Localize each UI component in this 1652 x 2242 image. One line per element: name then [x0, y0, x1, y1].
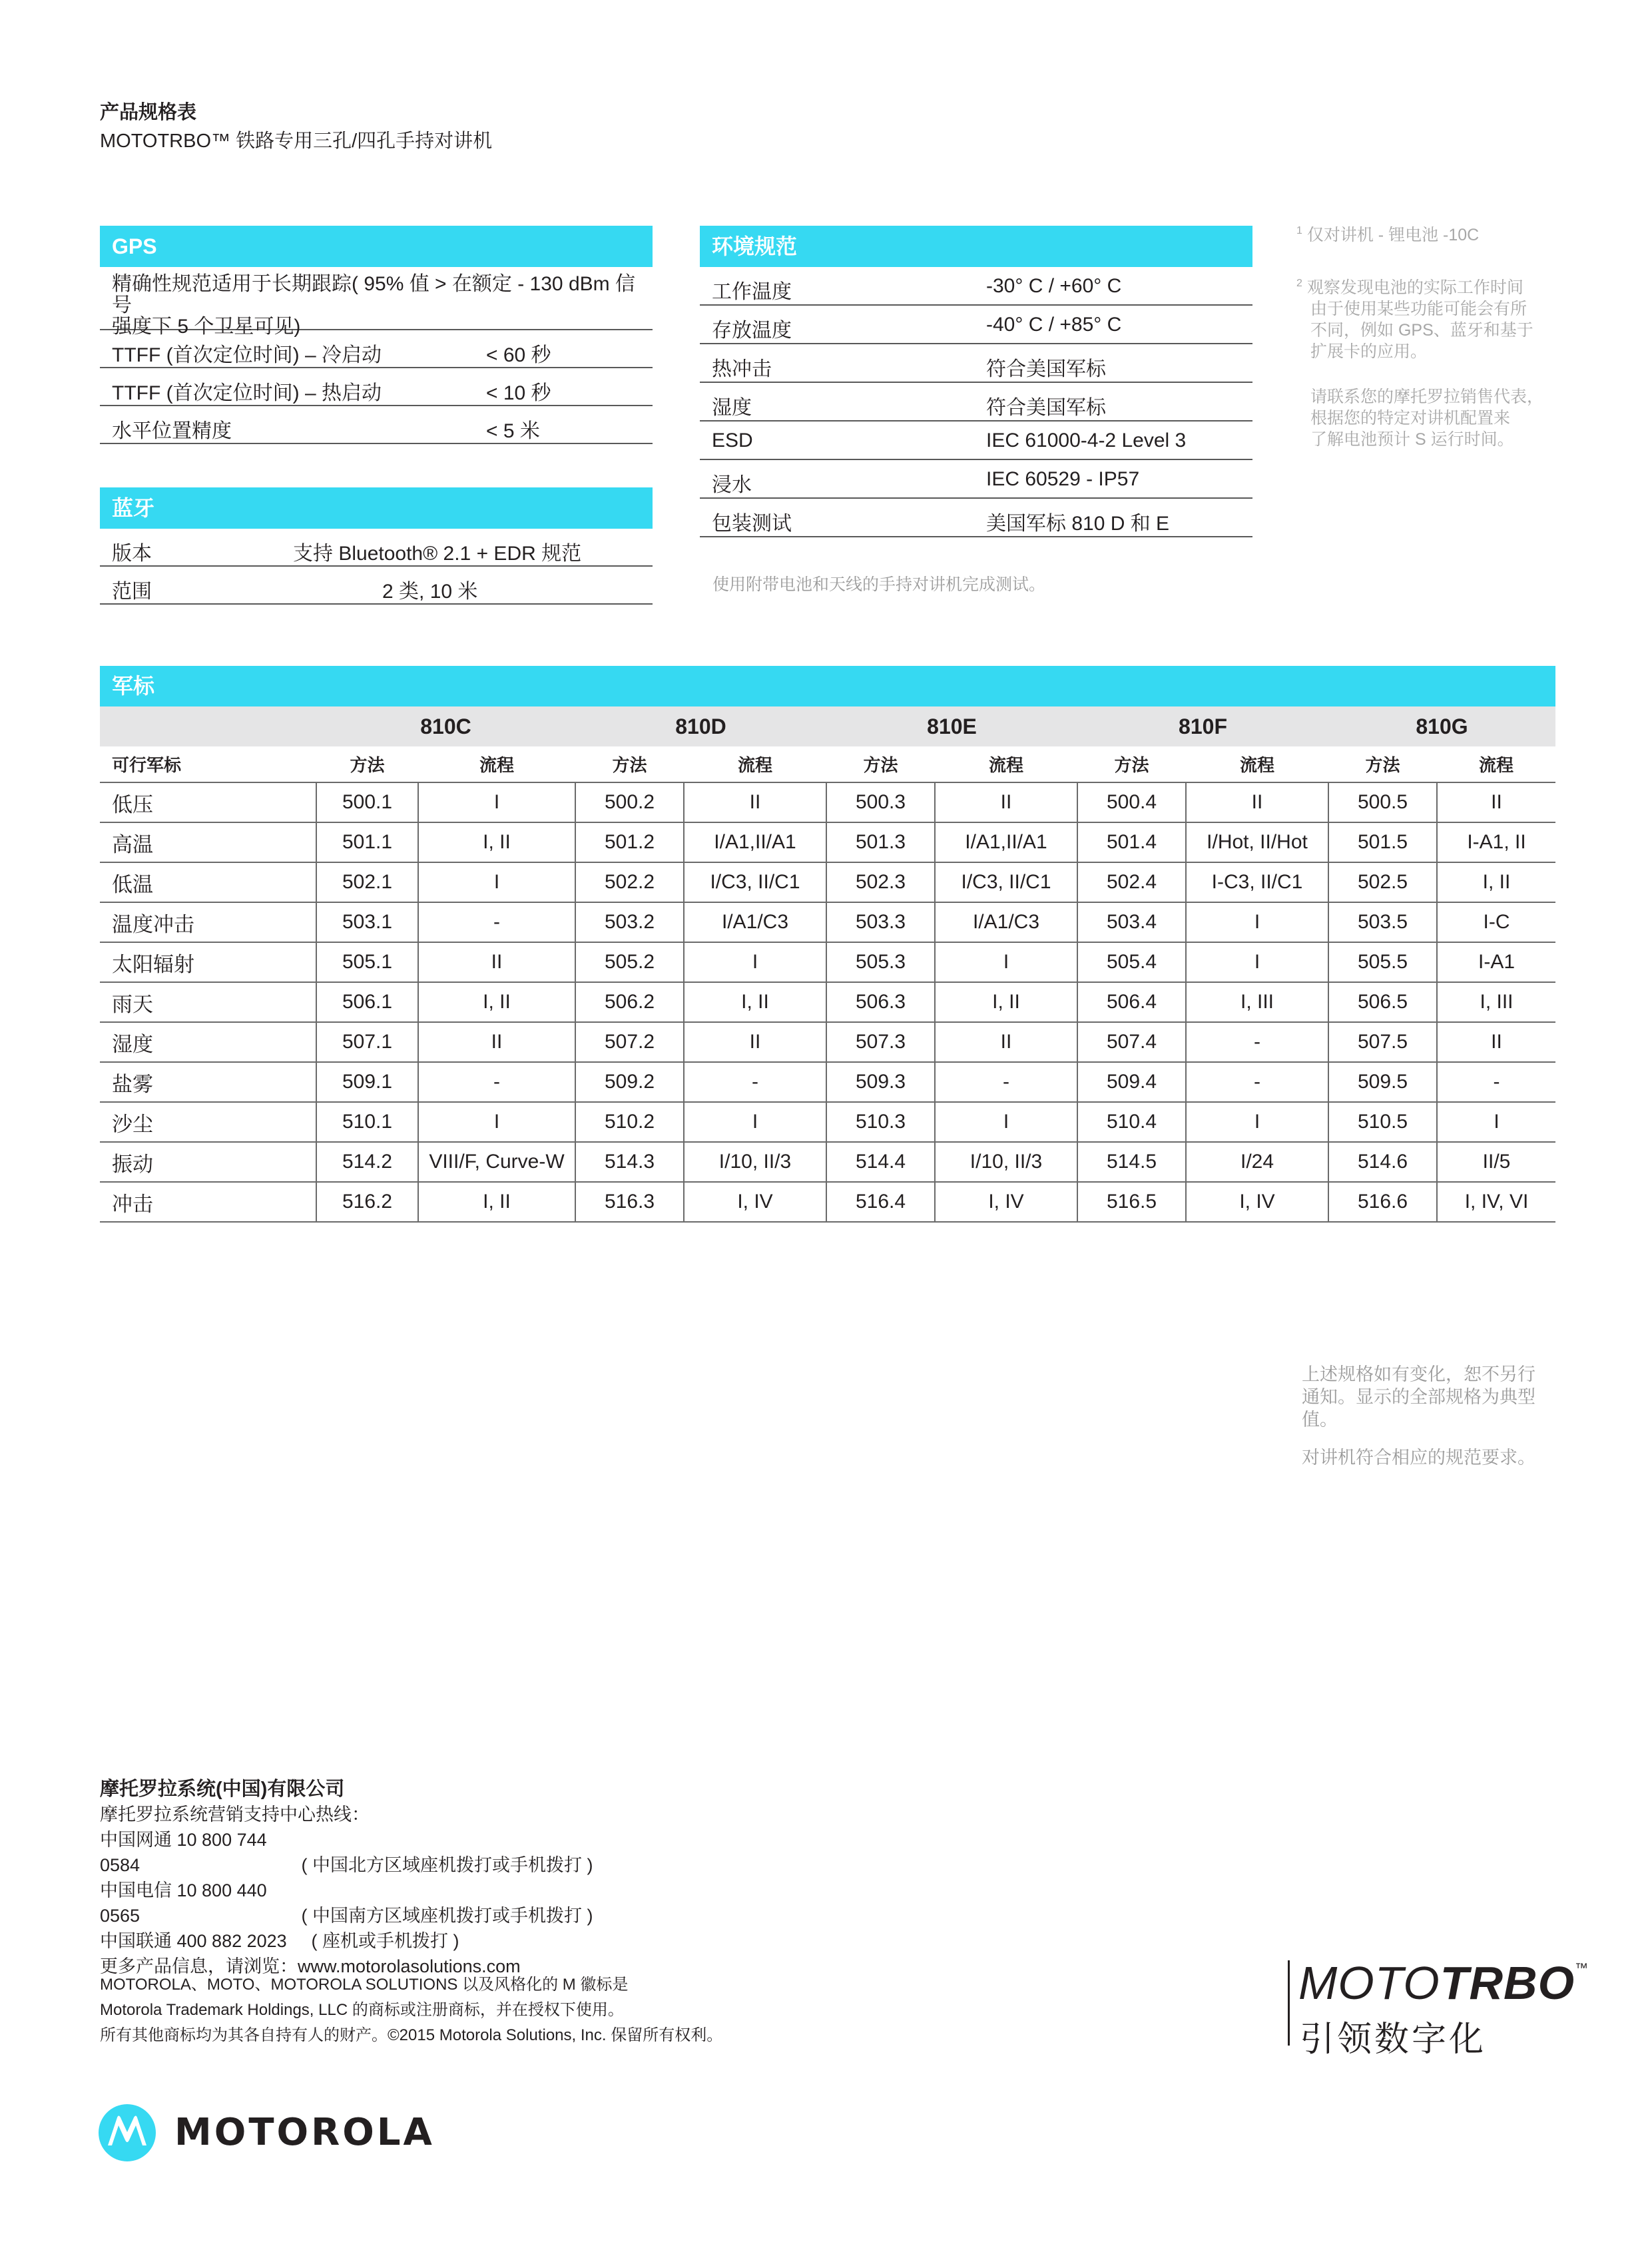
footnote-3-line: 了解电池预计 S 运行时间。 [1310, 430, 1514, 449]
procedure-cell: I [935, 942, 1077, 982]
environment-row-label: 浸水 [712, 474, 752, 496]
method-cell: 506.1 [316, 982, 418, 1022]
procedure-cell: I [935, 1102, 1077, 1142]
gps-accuracy-note [112, 274, 653, 338]
method-cell: 509.3 [826, 1062, 935, 1102]
military-title: 军标 [100, 666, 1555, 706]
military-row [100, 1182, 1555, 1222]
mototrbo-logo [1298, 1956, 1589, 2010]
military-row [100, 1142, 1555, 1182]
procedure-cell: I [1186, 942, 1328, 982]
method-cell: 510.3 [826, 1102, 935, 1142]
procedure-cell: II [418, 942, 575, 982]
military-row-label: 低压 [100, 782, 316, 822]
military-table [100, 706, 1555, 1223]
environment-row-label: 湿度 [712, 397, 752, 419]
motorola-wordmark: MOTOROLA [174, 2111, 435, 2154]
method-cell: 516.5 [1077, 1182, 1186, 1222]
environment-row-value: -30° C / +60° C [986, 275, 1122, 297]
method-cell: 507.3 [826, 1022, 935, 1062]
procedure-cell: I, II [1437, 862, 1555, 902]
footnote-2-line: 扩展卡的应用。 [1310, 342, 1428, 361]
procedure-cell: I [418, 1102, 575, 1142]
gps-row-label: TTFF (首次定位时间) – 热启动 [112, 382, 382, 404]
military-row [100, 862, 1555, 902]
environment-row [700, 421, 1252, 460]
standards-row [100, 706, 1555, 746]
environment-row [700, 499, 1252, 537]
procedure-cell: I, IV [1186, 1182, 1328, 1222]
method-cell: 501.4 [1077, 822, 1186, 862]
method-cell: 514.5 [1077, 1142, 1186, 1182]
method-cell: 510.4 [1077, 1102, 1186, 1142]
method-cell: 500.1 [316, 782, 418, 822]
military-row-label: 湿度 [100, 1022, 316, 1062]
method-cell: 503.5 [1328, 902, 1437, 942]
footnote-2 [1296, 273, 1549, 362]
environment-row-label: 存放温度 [712, 320, 792, 342]
compliance-note: 对讲机符合相应的规范要求。 [1302, 1448, 1535, 1468]
method-cell: 509.1 [316, 1062, 418, 1102]
hotline-number: 中国电信 10 800 440 0565 [100, 1880, 267, 1926]
procedure-cell: I/10, II/3 [684, 1142, 826, 1182]
gps-row [100, 368, 653, 406]
environment-title: 环境规范 [700, 226, 1252, 267]
motorola-m-icon [99, 2104, 156, 2161]
military-row [100, 1022, 1555, 1062]
environment-row-value: IEC 60529 - IP57 [986, 468, 1140, 490]
procedure-cell: I/A1,II/A1 [684, 822, 826, 862]
footnote-2-line: 由于使用某些功能可能会有所 [1310, 300, 1527, 318]
method-cell: 505.4 [1077, 942, 1186, 982]
method-cell: 507.2 [575, 1022, 684, 1062]
procedure-cell: II [935, 782, 1077, 822]
method-cell: 506.5 [1328, 982, 1437, 1022]
standard-header: 810D [575, 706, 826, 746]
method-cell: 516.6 [1328, 1182, 1437, 1222]
military-row-label: 温度冲击 [100, 902, 316, 942]
method-cell: 510.5 [1328, 1102, 1437, 1142]
gps-title: GPS [100, 226, 653, 267]
method-cell: 505.5 [1328, 942, 1437, 982]
military-row-label: 高温 [100, 822, 316, 862]
procedure-cell: I, II [684, 982, 826, 1022]
gps-row [100, 406, 653, 444]
method-cell: 514.4 [826, 1142, 935, 1182]
procedure-cell: - [684, 1062, 826, 1102]
method-cell: 501.1 [316, 822, 418, 862]
procedure-cell: I, III [1437, 982, 1555, 1022]
method-cell: 507.5 [1328, 1022, 1437, 1062]
environment-row-value: 美国军标 810 D 和 E [986, 513, 1170, 535]
procedure-cell: I [418, 862, 575, 902]
bluetooth-row-value: 支持 Bluetooth® 2.1 + EDR 规范 [293, 543, 582, 565]
environment-row-value: IEC 61000-4-2 Level 3 [986, 429, 1187, 451]
environment-row-label: ESD [712, 429, 753, 451]
hotline-line [100, 1928, 593, 1954]
procedure-cell: - [1437, 1062, 1555, 1102]
subheader-row [100, 746, 1555, 782]
hotline-label: 摩托罗拉系统营销支持中心热线： [100, 1805, 370, 1824]
hotline-number: 中国网通 10 800 744 0584 [100, 1830, 267, 1875]
procedure-cell: I/A1/C3 [684, 902, 826, 942]
military-row [100, 902, 1555, 942]
method-cell: 500.3 [826, 782, 935, 822]
hotline-line [100, 1878, 593, 1928]
procedure-cell: - [418, 902, 575, 942]
procedure-cell: II [418, 1022, 575, 1062]
method-cell: 502.1 [316, 862, 418, 902]
method-cell: 506.4 [1077, 982, 1186, 1022]
military-section [100, 666, 1555, 1223]
procedure-cell: - [1186, 1022, 1328, 1062]
method-cell: 507.4 [1077, 1022, 1186, 1062]
procedure-cell: - [935, 1062, 1077, 1102]
procedure-cell: I-A1, II [1437, 822, 1555, 862]
military-row-label: 沙尘 [100, 1102, 316, 1142]
standard-header: 810G [1328, 706, 1555, 746]
military-row-label: 低温 [100, 862, 316, 902]
procedure-cell: I, III [1186, 982, 1328, 1022]
procedure-cell: I, II [935, 982, 1077, 1022]
bluetooth-row [100, 567, 653, 605]
military-row [100, 822, 1555, 862]
method-cell: 516.2 [316, 1182, 418, 1222]
method-cell: 506.2 [575, 982, 684, 1022]
method-header: 方法 [316, 746, 418, 782]
method-cell: 500.5 [1328, 782, 1437, 822]
procedure-cell: I, II [418, 822, 575, 862]
method-cell: 502.3 [826, 862, 935, 902]
page-title: 产品规格表 [100, 102, 197, 123]
method-cell: 500.2 [575, 782, 684, 822]
procedure-cell: I [418, 782, 575, 822]
footnote-1-text: 仅对讲机 - 锂电池 -10C [1306, 226, 1480, 244]
environment-row-value: -40° C / +85° C [986, 314, 1122, 336]
procedure-header: 流程 [684, 746, 826, 782]
standard-header: 810F [1077, 706, 1328, 746]
method-cell: 514.3 [575, 1142, 684, 1182]
military-row [100, 982, 1555, 1022]
row-header: 可行军标 [100, 746, 316, 782]
method-cell: 509.5 [1328, 1062, 1437, 1102]
procedure-cell: I/C3, II/C1 [935, 862, 1077, 902]
procedure-header: 流程 [1186, 746, 1328, 782]
environment-row-value: 符合美国军标 [986, 358, 1106, 380]
environment-row-value: 符合美国军标 [986, 397, 1106, 419]
bluetooth-row-value: 2 类, 10 米 [382, 581, 478, 603]
gps-row-label: 水平位置精度 [112, 420, 232, 442]
military-row [100, 782, 1555, 822]
environment-row-label: 热冲击 [712, 358, 772, 380]
procedure-cell: I/10, II/3 [935, 1142, 1077, 1182]
footnote-1 [1296, 220, 1479, 246]
military-row-label: 冲击 [100, 1182, 316, 1222]
method-cell: 514.6 [1328, 1142, 1437, 1182]
procedure-cell: II [684, 782, 826, 822]
legal-line: 所有其他商标均为其各自持有人的财产。©2015 Motorola Solutions, Inc. 保留所有权利。 [100, 2026, 723, 2044]
method-cell: 507.1 [316, 1022, 418, 1062]
legal-line: Motorola Trademark Holdings, LLC 的商标或注册商标，并在授权下使用。 [100, 2001, 624, 2019]
standard-header: 810E [826, 706, 1077, 746]
method-cell: 501.3 [826, 822, 935, 862]
procedure-cell: I/Hot, II/Hot [1186, 822, 1328, 862]
gps-row-label: TTFF (首次定位时间) – 冷启动 [112, 344, 382, 366]
military-row [100, 1102, 1555, 1142]
company-name: 摩托罗拉系统(中国)有限公司 [100, 1779, 345, 1800]
procedure-cell: I, II [418, 982, 575, 1022]
company-info [100, 1777, 593, 1979]
method-cell: 516.3 [575, 1182, 684, 1222]
environment-row [700, 460, 1252, 499]
standards-corner [100, 706, 316, 746]
environment-row-label: 工作温度 [712, 281, 792, 303]
procedure-cell: I-C3, II/C1 [1186, 862, 1328, 902]
method-cell: 500.4 [1077, 782, 1186, 822]
spec-disclaimer-line: 上述规格如有变化，恕不另行 [1302, 1364, 1535, 1384]
procedure-cell: - [1186, 1062, 1328, 1102]
footnote-3 [1310, 386, 1563, 450]
method-cell: 516.4 [826, 1182, 935, 1222]
gps-accuracy-line1: 精确性规范适用于长期跟踪( 95% 值 > 在额定 - 130 dBm 信号 [112, 273, 635, 316]
environment-row [700, 383, 1252, 421]
procedure-cell: I [1186, 902, 1328, 942]
procedure-cell: I, IV, VI [1437, 1182, 1555, 1222]
bluetooth-row [100, 529, 653, 567]
military-table-body [100, 782, 1555, 1222]
procedure-cell: I/A1,II/A1 [935, 822, 1077, 862]
method-cell: 502.2 [575, 862, 684, 902]
method-cell: 501.2 [575, 822, 684, 862]
method-header: 方法 [1077, 746, 1186, 782]
method-cell: 503.3 [826, 902, 935, 942]
method-cell: 502.5 [1328, 862, 1437, 902]
legal-line: MOTOROLA、MOTO、MOTOROLA SOLUTIONS 以及风格化的 M 徽标是 [100, 1976, 629, 1994]
mototrbo-moto: MOTO [1298, 1957, 1440, 2009]
footnote-2-mark: 2 [1296, 278, 1302, 289]
procedure-cell: I, IV [935, 1182, 1077, 1222]
method-cell: 505.1 [316, 942, 418, 982]
procedure-header: 流程 [418, 746, 575, 782]
gps-row [100, 330, 653, 368]
method-cell: 503.1 [316, 902, 418, 942]
gps-section [100, 226, 653, 444]
hotline-number: 中国联通 400 882 2023 [100, 1931, 287, 1951]
military-row-label: 太阳辐射 [100, 942, 316, 982]
spec-disclaimer [1302, 1363, 1568, 1431]
bluetooth-title: 蓝牙 [100, 487, 653, 529]
gps-row-value: < 60 秒 [486, 344, 551, 366]
environment-row-label: 包装测试 [712, 513, 792, 535]
procedure-cell: II [684, 1022, 826, 1062]
footnote-1-mark: 1 [1296, 225, 1302, 236]
military-row-label: 雨天 [100, 982, 316, 1022]
method-header: 方法 [575, 746, 684, 782]
bluetooth-section [100, 487, 653, 605]
procedure-cell: I [1437, 1102, 1555, 1142]
procedure-cell: - [418, 1062, 575, 1102]
method-header: 方法 [1328, 746, 1437, 782]
footnote-2-line: 不同，例如 GPS、蓝牙和基于 [1310, 321, 1533, 340]
mototrbo-tm: ™ [1575, 1961, 1589, 1976]
page-subtitle: MOTOTRBO™ 铁路专用三孔/四孔手持对讲机 [100, 131, 493, 152]
procedure-cell: I-A1 [1437, 942, 1555, 982]
footnote-3-line: 请联系您的摩托罗拉销售代表， [1310, 388, 1544, 406]
environment-note: 使用附带电池和天线的手持对讲机完成测试。 [712, 575, 1046, 594]
procedure-header: 流程 [1437, 746, 1555, 782]
hotline-note: ( 中国南方区域座机拨打或手机拨打 ) [301, 1906, 593, 1926]
environment-section [700, 226, 1252, 537]
military-row [100, 942, 1555, 982]
procedure-cell: I-C [1437, 902, 1555, 942]
method-cell: 509.4 [1077, 1062, 1186, 1102]
method-cell: 503.4 [1077, 902, 1186, 942]
hotline-note: ( 中国北方区域座机拨打或手机拨打 ) [301, 1855, 593, 1875]
method-cell: 501.5 [1328, 822, 1437, 862]
hotline-line [100, 1827, 593, 1878]
procedure-cell: II/5 [1437, 1142, 1555, 1182]
mototrbo-logo-bar [1288, 1960, 1290, 2046]
procedure-header: 流程 [935, 746, 1077, 782]
mototrbo-trbo: TRBO [1440, 1957, 1575, 2009]
method-cell: 503.2 [575, 902, 684, 942]
mototrbo-tagline: 引领数字化 [1300, 2020, 1487, 2059]
gps-row-value: < 5 米 [486, 420, 540, 442]
footnote-2-line: 观察发现电池的实际工作时间 [1306, 278, 1523, 297]
method-cell: 514.2 [316, 1142, 418, 1182]
footnote-3-line: 根据您的特定对讲机配置来 [1310, 409, 1511, 427]
hotline-note: ( 座机或手机拨打 ) [311, 1931, 459, 1951]
environment-row [700, 344, 1252, 383]
method-cell: 509.2 [575, 1062, 684, 1102]
legal-text [100, 1972, 722, 2048]
method-cell: 502.4 [1077, 862, 1186, 902]
procedure-cell: I, II [418, 1182, 575, 1222]
procedure-cell: I [684, 1102, 826, 1142]
method-cell: 506.3 [826, 982, 935, 1022]
gps-accuracy-line2: 强度下 5 个卫星可见) [112, 316, 301, 338]
procedure-cell: I/C3, II/C1 [684, 862, 826, 902]
method-cell: 505.2 [575, 942, 684, 982]
procedure-cell: II [935, 1022, 1077, 1062]
method-cell: 510.1 [316, 1102, 418, 1142]
procedure-cell: I [1186, 1102, 1328, 1142]
gps-accuracy-row [100, 267, 653, 338]
military-row [100, 1062, 1555, 1102]
standard-header: 810C [316, 706, 575, 746]
method-cell: 505.3 [826, 942, 935, 982]
environment-row [700, 267, 1252, 306]
environment-row [700, 306, 1252, 344]
more-info-link[interactable]: 更多产品信息，请浏览：www.motorolasolutions.com [100, 1956, 521, 1976]
spec-disclaimer-line: 通知。显示的全部规格为典型值。 [1302, 1387, 1535, 1430]
procedure-cell: I [684, 942, 826, 982]
bluetooth-row-label: 范围 [112, 581, 152, 603]
procedure-cell: II [1437, 1022, 1555, 1062]
bluetooth-row-label: 版本 [112, 543, 152, 565]
method-cell: 510.2 [575, 1102, 684, 1142]
military-row-label: 振动 [100, 1142, 316, 1182]
procedure-cell: II [1437, 782, 1555, 822]
procedure-cell: I/A1/C3 [935, 902, 1077, 942]
procedure-cell: VIII/F, Curve-W [418, 1142, 575, 1182]
method-header: 方法 [826, 746, 935, 782]
gps-row-value: < 10 秒 [486, 382, 551, 404]
military-row-label: 盐雾 [100, 1062, 316, 1102]
procedure-cell: I, IV [684, 1182, 826, 1222]
procedure-cell: II [1186, 782, 1328, 822]
procedure-cell: I/24 [1186, 1142, 1328, 1182]
